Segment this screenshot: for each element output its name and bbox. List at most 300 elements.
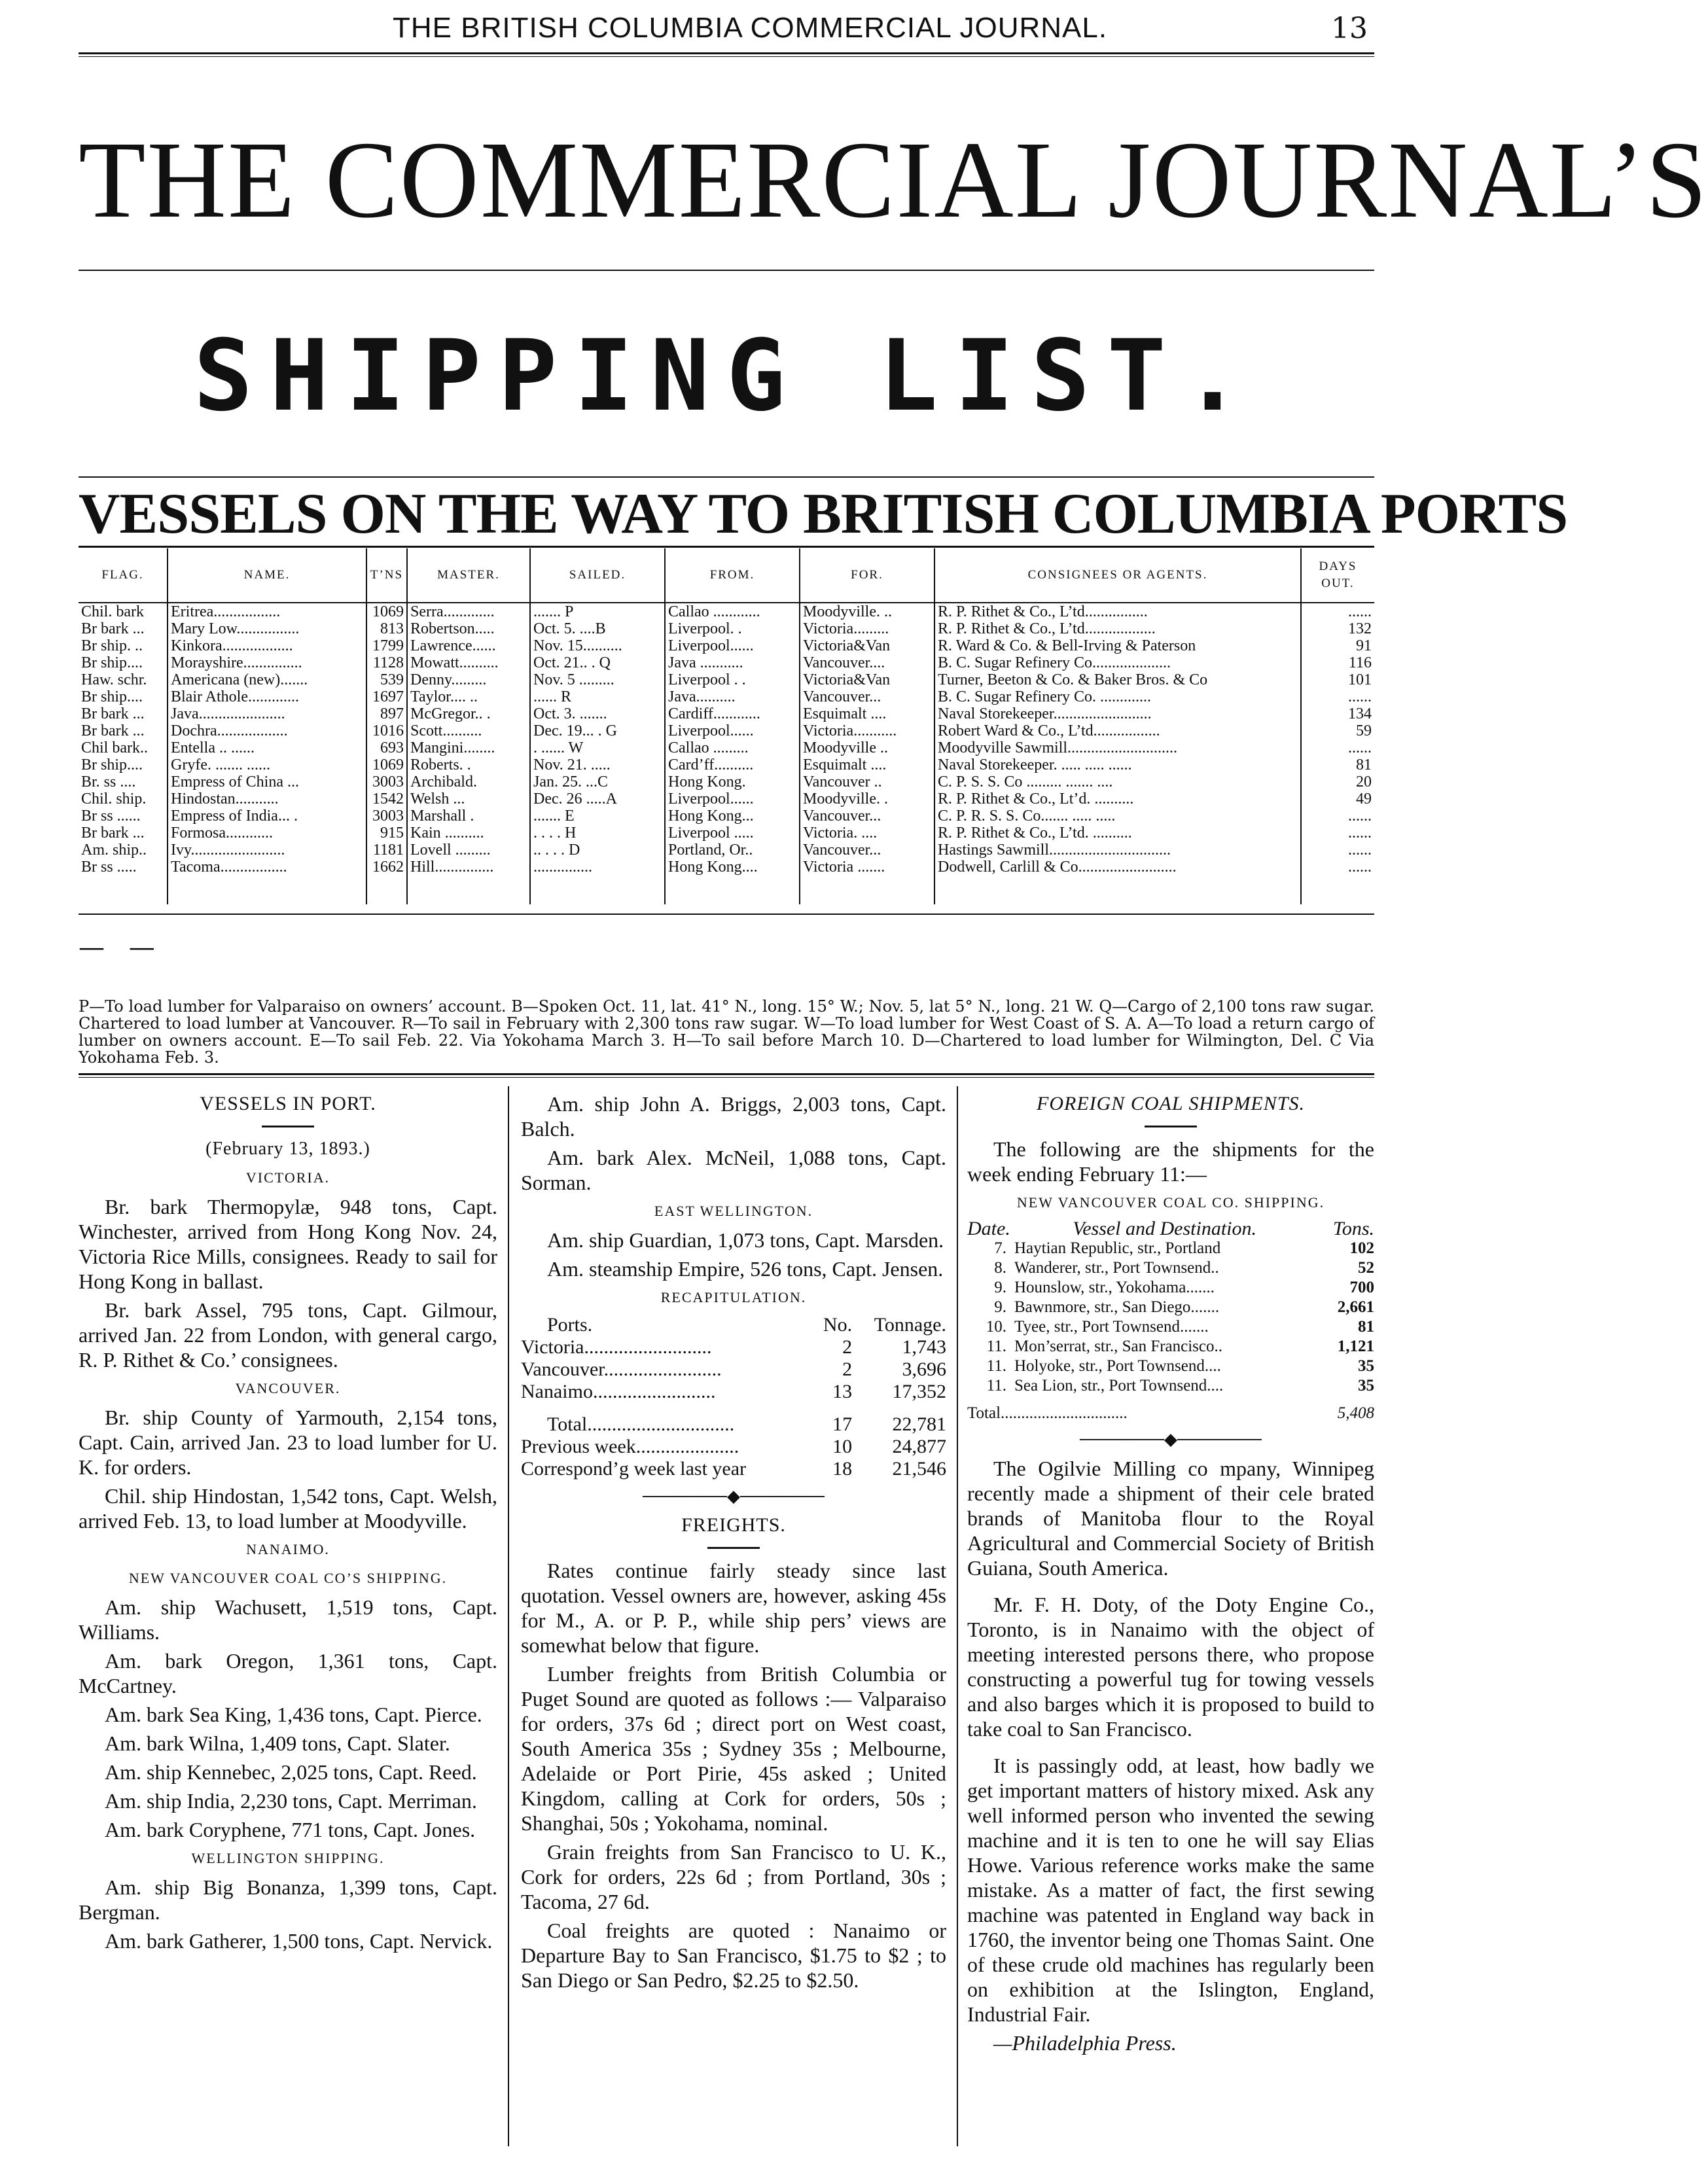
coal-col-date: Date. [967, 1218, 1010, 1239]
coal-cell: Holyoke, str., Port Townsend.... [1014, 1357, 1221, 1375]
table-cell: Robert Ward & Co., L’td................. [934, 722, 1301, 739]
coal-cell: 2,661 [1337, 1298, 1374, 1316]
table-cell: Chil bark.. [81, 739, 148, 756]
coal-cell: 10. [986, 1318, 1006, 1336]
col-from: FROM. [665, 548, 800, 603]
table-cell: Vancouver .. [800, 773, 934, 790]
table-cell: R. P. Rithet & Co., L’td.................. [934, 620, 1301, 637]
recap-cell: Victoria.......................... [521, 1336, 712, 1358]
table-cell: Liverpool . . [665, 671, 800, 688]
vessels-in-port-column [79, 1091, 497, 1957]
diamond-rule-icon: ───────◆─────── [643, 1487, 825, 1506]
table-cell: Br bark ... [81, 705, 145, 722]
east-wellington-label: EAST WELLINGTON. [654, 1203, 813, 1219]
table-cell: Hong Kong... [665, 807, 800, 825]
table-cell: Br. ss .... [81, 773, 136, 790]
table-cell: Gryfe. ....... ...... [168, 756, 366, 773]
table-cell: ....... P [530, 603, 665, 620]
wellington-label: WELLINGTON SHIPPING. [191, 1850, 385, 1866]
table-cell: Callao ............ [665, 603, 800, 620]
table-cell: Dochra.................. [168, 722, 366, 739]
coal-row [967, 1298, 1374, 1317]
table-cell: Br bark ... [81, 825, 145, 842]
table-cell: Naval Storekeeper. ..... ..... ...... [934, 756, 1301, 773]
port-entry: Am. steamship Empire, 526 tons, Capt. Jensen. [547, 1257, 944, 1281]
coal-cell: Hounslow, str., Yokohama....... [1014, 1279, 1215, 1296]
table-cell: . . . . H [530, 825, 665, 842]
table-cell: Victoria&Van [800, 637, 934, 654]
table-cell: B. C. Sugar Refinery Co.................... [934, 654, 1301, 671]
table-cell: 59 [1301, 722, 1374, 739]
table-cell: R. P. Rithet & Co., L’td................ [934, 603, 1301, 620]
coal-cell: 11. [986, 1338, 1006, 1355]
table-cell: Card’ff.......... [665, 756, 800, 773]
coal-total-row [967, 1404, 1374, 1423]
table-cell: 49 [1301, 790, 1374, 807]
shipping-footnote: P—To load lumber for Valparaiso on owners’ account. B—Spoken Oct. 11, lat. 41° N., long. 15° W.; Nov. 5, lat 5° N., long. 21 W. Q—Cargo of 2,100 tons raw sugar. Chartered to load lumber at Vancouver. R—To sail in February with 2,300 tons raw sugar. W—To load lumber for West Coast of S. A. A—To load a return cargo of lumber on owners account. E—To sail Feb. 22. Via Yokohama March 3. H—To sail before March 10. D—Chartered to load lumber for Wilmington, Del. C Via Yokohama Feb. 3. [79, 997, 1374, 1067]
table-row [79, 859, 1374, 876]
news-paragraph: Mr. F. H. Doty, of the Doty Engine Co., Toronto, is in Nanaimo with the object of meeting interested persons there, who propose constructing a powerful tug for towing vessels and also barges which it is proposed to build to take coal to San Francisco. [967, 1593, 1374, 1741]
recap-corr-row [521, 1458, 946, 1480]
recap-total-label: Total.............................. [547, 1413, 735, 1435]
recap-prev-no: 10 [832, 1436, 853, 1457]
recap-total-tonnage: 22,781 [892, 1413, 946, 1435]
recap-total-row [521, 1413, 946, 1436]
recap-prev-tonnage: 24,877 [892, 1436, 946, 1457]
port-entry: Am. ship John A. Briggs, 2,003 tons, Capt. Balch. [521, 1092, 946, 1141]
table-row [79, 654, 1374, 671]
table-cell: Jan. 25. ...C [530, 773, 665, 790]
col-flag: FLAG. [79, 548, 168, 603]
coal-cell: 8. [994, 1259, 1006, 1277]
port-entry: Am. ship Big Bonanza, 1,399 tons, Capt. Bergman. [79, 1875, 497, 1924]
recap-row [521, 1336, 946, 1358]
table-cell: Tacoma................. [168, 859, 366, 876]
table-cell: Welsh ... [407, 790, 530, 807]
vessels-rule-bottom [79, 546, 1374, 548]
table-cell: 116 [1301, 654, 1374, 671]
title-rule [79, 270, 1374, 271]
table-row [79, 807, 1374, 825]
table-cell: Empress of China ... [168, 773, 366, 790]
middle-column [521, 1091, 946, 1996]
table-cell: C. P. R. S. S. Co....... ..... ..... [934, 807, 1301, 825]
coal-cell: 9. [994, 1298, 1006, 1316]
vessels-section-title: VESSELS ON THE WAY TO BRITISH COLUMBIA PORTS [79, 482, 1568, 546]
port-entry: Br. ship County of Yarmouth, 2,154 tons, Capt. Cain, arrived Jan. 23 to load lumber for U. K. for orders. [79, 1406, 497, 1479]
table-cell: 81 [1301, 756, 1374, 773]
table-cell: Liverpool ..... [665, 825, 800, 842]
table-cell: ...... [1301, 739, 1374, 756]
recap-col-no: No. [823, 1314, 853, 1336]
table-cell: Lawrence...... [407, 637, 530, 654]
right-column [967, 1091, 1374, 2059]
table-row [79, 603, 1374, 620]
coal-row [967, 1258, 1374, 1278]
table-row [79, 637, 1374, 654]
coal-row [967, 1317, 1374, 1337]
table-cell: Victoria. .... [800, 825, 934, 842]
nvcc-label: NEW VANCOUVER COAL CO’S SHIPPING. [128, 1570, 448, 1586]
table-cell: Oct. 21.. . Q [530, 654, 665, 671]
table-cell: Hong Kong. [665, 773, 800, 790]
table-cell: 897 [366, 705, 407, 722]
coal-cell: 700 [1349, 1279, 1374, 1296]
recap-label: RECAPITULATION. [660, 1289, 807, 1305]
coal-table [967, 1219, 1374, 1423]
table-cell: Br ship.... [81, 654, 143, 671]
recap-cell: Vancouver........................ [521, 1358, 722, 1380]
table-cell: Oct. 3. ....... [530, 705, 665, 722]
port-entry: Br. bark Thermopylæ, 948 tons, Capt. Winchester, arrived from Hong Kong Nov. 24, Victoria Rice Mills, consignees. Ready to sail for Hong Kong in ballast. [79, 1195, 497, 1293]
coal-heading: FOREIGN COAL SHIPMENTS. [1037, 1093, 1305, 1114]
table-cell: Vancouver... [800, 842, 934, 859]
coal-cell: 35 [1358, 1377, 1374, 1394]
coal-row [967, 1239, 1374, 1258]
table-cell: Esquimalt .... [800, 705, 934, 722]
table-row [79, 842, 1374, 859]
recap-header-row [521, 1314, 946, 1336]
col-name: NAME. [168, 548, 366, 603]
freights-paragraph: Lumber freights from British Columbia or Puget Sound are quoted as follows :— Valparaiso for orders, 37s 6d ; direct port on West coast, South America 35s ; Sydney 35s ; Melbourne, Adelaide or Port Pirie, 45s asked ; United Kingdom, calling at Cork for orders, 50s ; Shanghai, 50s ; Yokohama, nominal. [521, 1662, 946, 1835]
recap-cell: 3,696 [902, 1358, 946, 1380]
port-entry: Am. ship Kennebec, 2,025 tons, Capt. Reed. [105, 1760, 477, 1784]
diamond-rule-icon: ───────◆─────── [1080, 1430, 1262, 1449]
coal-col-tons: Tons. [1332, 1218, 1374, 1239]
table-row [79, 722, 1374, 739]
table-cell: Mangini........ [407, 739, 530, 756]
table-cell: ...... [1301, 807, 1374, 825]
table-cell: Vancouver.... [800, 654, 934, 671]
port-entry: Am. ship India, 2,230 tons, Capt. Merriman. [105, 1789, 477, 1813]
coal-cell: 11. [986, 1377, 1006, 1394]
table-cell: Oct. 5. ....B [530, 620, 665, 637]
journal-name: THE BRITISH COLUMBIA COMMERCIAL JOURNAL. [393, 12, 1108, 44]
table-cell: Liverpool...... [665, 722, 800, 739]
col-sailed: SAILED. [530, 548, 665, 603]
victoria-label: VICTORIA. [245, 1169, 330, 1186]
table-cell: Hong Kong.... [665, 859, 800, 876]
shipping-list-title: SHIPPING LIST. [193, 319, 1260, 433]
table-row [79, 790, 1374, 807]
col-master: MASTER. [407, 548, 530, 603]
table-cell: Americana (new)....... [168, 671, 366, 688]
coal-cell: Sea Lion, str., Port Townsend.... [1014, 1377, 1224, 1394]
coal-cell: 9. [994, 1279, 1006, 1296]
running-header [79, 12, 1374, 58]
freights-paragraph: Rates continue fairly steady since last quotation. Vessel owners are, however, asking 45s for M., A. or P. P., while ship pers’ views are somewhat below that figure. [521, 1559, 946, 1657]
table-cell: Robertson..... [407, 620, 530, 637]
table-cell: Hindostan........... [168, 790, 366, 807]
table-cell: 1542 [366, 790, 407, 807]
table-cell: 1181 [366, 842, 407, 859]
table-cell: Lovell ......... [407, 842, 530, 859]
dash-mark: — — [79, 932, 163, 963]
table-cell: Vancouver... [800, 807, 934, 825]
table-cell: ...... [1301, 603, 1374, 620]
table-cell: Kinkora.................. [168, 637, 366, 654]
table-cell: Br ss ..... [81, 859, 137, 876]
table-cell: Dec. 26 .....A [530, 790, 665, 807]
recap-col-ports: Ports. [547, 1314, 593, 1336]
coal-row [967, 1376, 1374, 1396]
table-cell: Hastings Sawmill............................... [934, 842, 1301, 859]
table-cell: .. . . . D [530, 842, 665, 859]
source-credit: —Philadelphia Press. [993, 2031, 1177, 2055]
coal-cell: 35 [1358, 1357, 1374, 1375]
coal-row [967, 1357, 1374, 1376]
table-cell: Mowatt.......... [407, 654, 530, 671]
recap-prev-label: Previous week..................... [521, 1436, 739, 1457]
short-rule [262, 1126, 314, 1127]
recap-cell: Nanaimo......................... [521, 1381, 716, 1402]
recap-table [521, 1314, 946, 1480]
table-row [79, 773, 1374, 790]
coal-cell: Haytian Republic, str., Portland [1014, 1239, 1221, 1257]
table-row [79, 825, 1374, 842]
table-cell: Turner, Beeton & Co. & Baker Bros. & Co [934, 671, 1301, 688]
coal-row [967, 1337, 1374, 1357]
recap-total-no: 17 [832, 1413, 853, 1435]
table-cell: ...... [1301, 859, 1374, 876]
table-cell: Hill............... [407, 859, 530, 876]
table-header-row [79, 548, 1374, 603]
vancouver-label: VANCOUVER. [235, 1380, 341, 1396]
columns-rule-top-thin [79, 1077, 1374, 1078]
short-rule [707, 1547, 760, 1549]
table-cell: Java.......... [665, 688, 800, 705]
recap-cell: 2 [842, 1358, 853, 1380]
freights-paragraph: Coal freights are quoted : Nanaimo or Departure Bay to San Francisco, $1.75 to $2 ; to San Diego or San Pedro, $2.25 to $2.50. [521, 1919, 946, 1992]
table-cell: Victoria&Van [800, 671, 934, 688]
table-cell: Victoria ....... [800, 859, 934, 876]
recap-col-tonnage: Tonnage. [874, 1314, 946, 1336]
nanaimo-label: NANAIMO. [246, 1541, 330, 1557]
short-rule [1145, 1126, 1197, 1127]
table-cell: Serra............. [407, 603, 530, 620]
recap-corr-no: 18 [832, 1458, 853, 1480]
table-cell: 1069 [366, 603, 407, 620]
col-for: FOR. [800, 548, 934, 603]
table-cell: Victoria......... [800, 620, 934, 637]
table-cell: Nov. 5 ......... [530, 671, 665, 688]
table-cell: Br ship.... [81, 756, 143, 773]
table-cell: Moodyville. .. [800, 603, 934, 620]
coal-col-vessel: Vessel and Destination. [1073, 1218, 1257, 1239]
table-cell: Moodyville .. [800, 739, 934, 756]
table-cell: ...... R [530, 688, 665, 705]
table-cell: Roberts. . [407, 756, 530, 773]
table-cell: Java...................... [168, 705, 366, 722]
table-cell: Taylor.... .. [407, 688, 530, 705]
table-cell: Marshall . [407, 807, 530, 825]
table-cell: 539 [366, 671, 407, 688]
recap-row [521, 1358, 946, 1381]
port-entry: Chil. ship Hindostan, 1,542 tons, Capt. Welsh, arrived Feb. 13, to load lumber at Moodyville. [79, 1484, 497, 1533]
table-cell: 3003 [366, 807, 407, 825]
recap-cell: 17,352 [892, 1381, 946, 1402]
recap-cell: 13 [832, 1381, 853, 1402]
column-divider-1 [508, 1086, 509, 2146]
table-cell: B. C. Sugar Refinery Co. ............. [934, 688, 1301, 705]
table-cell: Entella .. ...... [168, 739, 366, 756]
recap-prev-row [521, 1436, 946, 1458]
coal-total-value: 5,408 [1337, 1404, 1374, 1422]
port-entry: Am. bark Oregon, 1,361 tons, Capt. McCartney. [79, 1649, 497, 1697]
col-tons: T’NS [366, 548, 407, 603]
port-entry: Am. bark Sea King, 1,436 tons, Capt. Pierce. [105, 1703, 482, 1726]
coal-cell: Wanderer, str., Port Townsend.. [1014, 1259, 1219, 1277]
table-cell: Liverpool...... [665, 790, 800, 807]
coal-header-row [967, 1219, 1374, 1239]
table-cell: 1662 [366, 859, 407, 876]
table-cell: 132 [1301, 620, 1374, 637]
table-cell: ...... [1301, 842, 1374, 859]
table-cell: Liverpool...... [665, 637, 800, 654]
recap-cell: 2 [842, 1336, 853, 1358]
table-cell: Chil. ship. [81, 790, 147, 807]
coal-cell: 52 [1358, 1259, 1374, 1277]
column-divider-2 [957, 1086, 958, 2146]
table-cell: Liverpool. . [665, 620, 800, 637]
col-consignees: CONSIGNEES OR AGENTS. [934, 548, 1301, 603]
table-cell: Br bark ... [81, 620, 145, 637]
port-entry: Am. bark Coryphene, 771 tons, Capt. Jones. [105, 1818, 476, 1841]
shipping-table [79, 548, 1374, 904]
table-cell: Br ss ...... [81, 807, 141, 825]
table-cell: Dec. 19... . G [530, 722, 665, 739]
table-row [79, 688, 1374, 705]
table-cell: 3003 [366, 773, 407, 790]
table-cell: 693 [366, 739, 407, 756]
coal-intro: The following are the shipments for the week ending February 11:— [967, 1137, 1374, 1186]
table-cell: C. P. S. S. Co ......... ....... .... [934, 773, 1301, 790]
table-row [79, 705, 1374, 722]
port-entry: Am. ship Wachusett, 1,519 tons, Capt. Williams. [79, 1595, 497, 1644]
table-cell: Empress of India... . [168, 807, 366, 825]
table-cell: Nov. 21. ..... [530, 756, 665, 773]
table-cell: Blair Athole............. [168, 688, 366, 705]
coal-row [967, 1278, 1374, 1298]
table-cell: R. P. Rithet & Co., Lt’d. .......... [934, 790, 1301, 807]
header-rule [79, 52, 1374, 54]
table-row [79, 620, 1374, 637]
table-cell: Dodwell, Carlill & Co......................... [934, 859, 1301, 876]
table-cell: Formosa............ [168, 825, 366, 842]
table-cell: 134 [1301, 705, 1374, 722]
table-cell: Vancouver... [800, 688, 934, 705]
coal-cell: 7. [994, 1239, 1006, 1257]
news-paragraph: It is passingly odd, at least, how badly we get important matters of history mixed. Ask any well informed person who invented the sewing machine and it is ten to one he will say Elias Howe. Various reference works make the same mistake. As a matter of fact, the first sewing machine was patented in England way back in 1760, the inventor being one Thomas Saint. One of these crude old machines has regularly been on exhibition at the Islington, England, Industrial Fair. [967, 1754, 1374, 2026]
table-cell: Br ship. .. [81, 637, 143, 654]
recap-corr-tonnage: 21,546 [892, 1458, 946, 1480]
table-cell: Chil. bark [81, 603, 144, 620]
page-title: THE COMMERCIAL JOURNAL’S [79, 119, 1708, 241]
table-cell: Br bark ... [81, 722, 145, 739]
page-number: 13 [1331, 12, 1368, 45]
table-cell: Java ........... [665, 654, 800, 671]
table-cell: ............... [530, 859, 665, 876]
table-cell: . ...... W [530, 739, 665, 756]
table-cell: 91 [1301, 637, 1374, 654]
table-cell: Portland, Or.. [665, 842, 800, 859]
port-entry: Am. bark Wilna, 1,409 tons, Capt. Slater. [105, 1731, 450, 1755]
col-days-out: DAYS OUT. [1301, 548, 1374, 603]
table-cell: ...... [1301, 688, 1374, 705]
coal-cell: 1,121 [1337, 1338, 1374, 1355]
table-row [79, 739, 1374, 756]
table-cell: Archibald. [407, 773, 530, 790]
port-entry: Br. bark Assel, 795 tons, Capt. Gilmour, arrived Jan. 22 from London, with general cargo, R. P. Rithet & Co.’ consignees. [79, 1298, 497, 1372]
table-cell: Moodyville. . [800, 790, 934, 807]
table-row [79, 671, 1374, 688]
port-entry: Am. bark Alex. McNeil, 1,088 tons, Capt. Sorman. [521, 1146, 946, 1194]
table-blank-row [79, 876, 1374, 904]
table-cell: 1016 [366, 722, 407, 739]
table-cell: Esquimalt .... [800, 756, 934, 773]
table-cell: 20 [1301, 773, 1374, 790]
table-cell: 1069 [366, 756, 407, 773]
table-cell: ....... E [530, 807, 665, 825]
table-cell: R. Ward & Co. & Bell-Irving & Paterson [934, 637, 1301, 654]
table-cell: 1697 [366, 688, 407, 705]
columns-rule-top [79, 1073, 1374, 1075]
table-cell: Callao ......... [665, 739, 800, 756]
table-cell: Nov. 15.......... [530, 637, 665, 654]
table-cell: 915 [366, 825, 407, 842]
table-cell: Naval Storekeeper......................... [934, 705, 1301, 722]
news-paragraph: The Ogilvie Milling co mpany, Winnipeg recently made a shipment of their cele brated brands of Manitoba flour to the Royal Agricultural and Commercial Society of British Guiana, South America. [967, 1457, 1374, 1580]
coal-cell: Tyee, str., Port Townsend....... [1014, 1318, 1209, 1336]
table-cell: Victoria........... [800, 722, 934, 739]
port-entry: Am. ship Guardian, 1,073 tons, Capt. Marsden. [547, 1228, 944, 1252]
table-cell: Morayshire............... [168, 654, 366, 671]
table-cell: 813 [366, 620, 407, 637]
header-rule-thin [79, 56, 1374, 57]
table-cell: Eritrea................. [168, 603, 366, 620]
table-cell: Ivy........................ [168, 842, 366, 859]
table-cell: Kain .......... [407, 825, 530, 842]
table-cell: Denny......... [407, 671, 530, 688]
table-row [79, 756, 1374, 773]
table-cell: McGregor.. . [407, 705, 530, 722]
port-entry: Am. bark Gatherer, 1,500 tons, Capt. Nervick. [105, 1929, 493, 1953]
table-cell: 1799 [366, 637, 407, 654]
recap-corr-label: Correspond’g week last year [521, 1458, 747, 1480]
table-cell: 101 [1301, 671, 1374, 688]
coal-cell: 102 [1349, 1239, 1374, 1257]
table-cell: 1128 [366, 654, 407, 671]
coal-cell: 11. [986, 1357, 1006, 1375]
recap-cell: 1,743 [902, 1336, 946, 1358]
nvcc-label: NEW VANCOUVER COAL CO. SHIPPING. [1016, 1194, 1325, 1211]
table-cell: Mary Low................ [168, 620, 366, 637]
table-cell: Am. ship.. [81, 842, 147, 859]
table-cell: Scott.......... [407, 722, 530, 739]
coal-cell: Bawnmore, str., San Diego....... [1014, 1298, 1220, 1316]
table-bottom-rule [79, 913, 1374, 915]
coal-cell: Mon’serrat, str., San Francisco.. [1014, 1338, 1223, 1355]
table-cell: Moodyville Sawmill............................ [934, 739, 1301, 756]
coal-total-label: Total............................... [967, 1404, 1128, 1422]
table-cell: Haw. schr. [81, 671, 147, 688]
port-date: (February 13, 1893.) [205, 1139, 370, 1159]
freights-paragraph: Grain freights from San Francisco to U. K., Cork for orders, 22s 6d ; from Portland, 30s ; Tacoma, 27 6d. [521, 1840, 946, 1913]
port-heading: VESSELS IN PORT. [200, 1093, 376, 1114]
table-cell: R. P. Rithet & Co., L’td. .......... [934, 825, 1301, 842]
table-cell: Cardiff............ [665, 705, 800, 722]
table-cell: ...... [1301, 825, 1374, 842]
